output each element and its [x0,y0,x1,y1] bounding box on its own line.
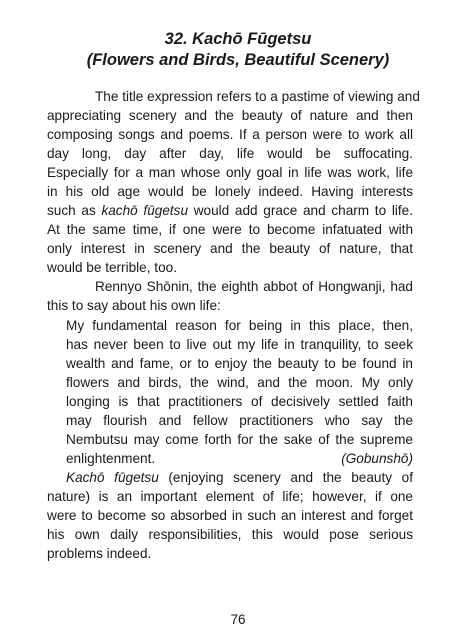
paragraph-line [66,468,413,487]
quote-last-line [66,449,413,468]
quote-line: wealth and fame, or to enjoy the beauty to be found in [66,356,413,371]
quote-line: My fundamental reason for being in this place, then, [66,318,413,333]
quote-line: Nembutsu may come forth for the sake of the supreme [66,432,413,447]
quote-line: enlightenment. [66,451,156,466]
paragraph-line: this to say about his own life: [47,298,221,313]
paragraph-line: would be terrible, too. [47,260,177,275]
chapter-title: 32. Kachō Fūgetsu [164,30,312,48]
paragraph-line: only interest in scenery and the beauty of nature, that [47,241,413,256]
italic-term: Kachō fūgetsu [66,470,159,485]
paragraph-line: were to become so absorbed in such an interest and forget [47,508,413,523]
chapter-subtitle: (Flowers and Birds, Beautiful Scenery) [86,51,390,69]
paragraph-line: The title expression refers to a pastime of viewing and [95,89,420,104]
paragraph-line: his own daily responsibilities, this would pose serious [47,527,413,542]
paragraph-line: in his old age would be lonely indeed. Having interests [47,184,413,199]
paragraph-line: nature) is an important element of life; however, if one [47,489,413,504]
paragraph-line [47,201,413,220]
citation: (Gobunshō) [341,451,413,466]
paragraph-line: Especially for a man whose only goal in life was work, life [47,165,413,180]
paragraph-line: Rennyo Shōnin, the eighth abbot of Hongwanji, had [95,279,413,294]
paragraph-line: appreciating scenery and the beauty of nature and then [47,108,413,123]
quote-line: flowers and birds, the wind, and the moon. My only [66,375,413,390]
quote-line: has never been to live out my life in tranquility, to seek [66,337,413,352]
paragraph-line: day long, day after day, life would be suffocating. [47,146,413,161]
quote-line: may flourish and fellow practitioners who say the [66,413,413,428]
page-number: 76 [230,612,246,627]
paragraph-text: such as [47,203,102,218]
paragraph-text: (enjoying scenery and the beauty of [158,470,413,485]
paragraph-line: composing songs and poems. If a person were to work all [47,127,413,142]
quote-line: longing is that practitioners of decisively settled faith [66,394,413,409]
paragraph-line: problems indeed. [47,546,152,561]
paragraph-text: would add grace and charm to life. [188,203,413,218]
paragraph-line: At the same time, if one were to become infatuated with [47,222,413,237]
italic-term: kachō fūgetsu [101,203,189,218]
